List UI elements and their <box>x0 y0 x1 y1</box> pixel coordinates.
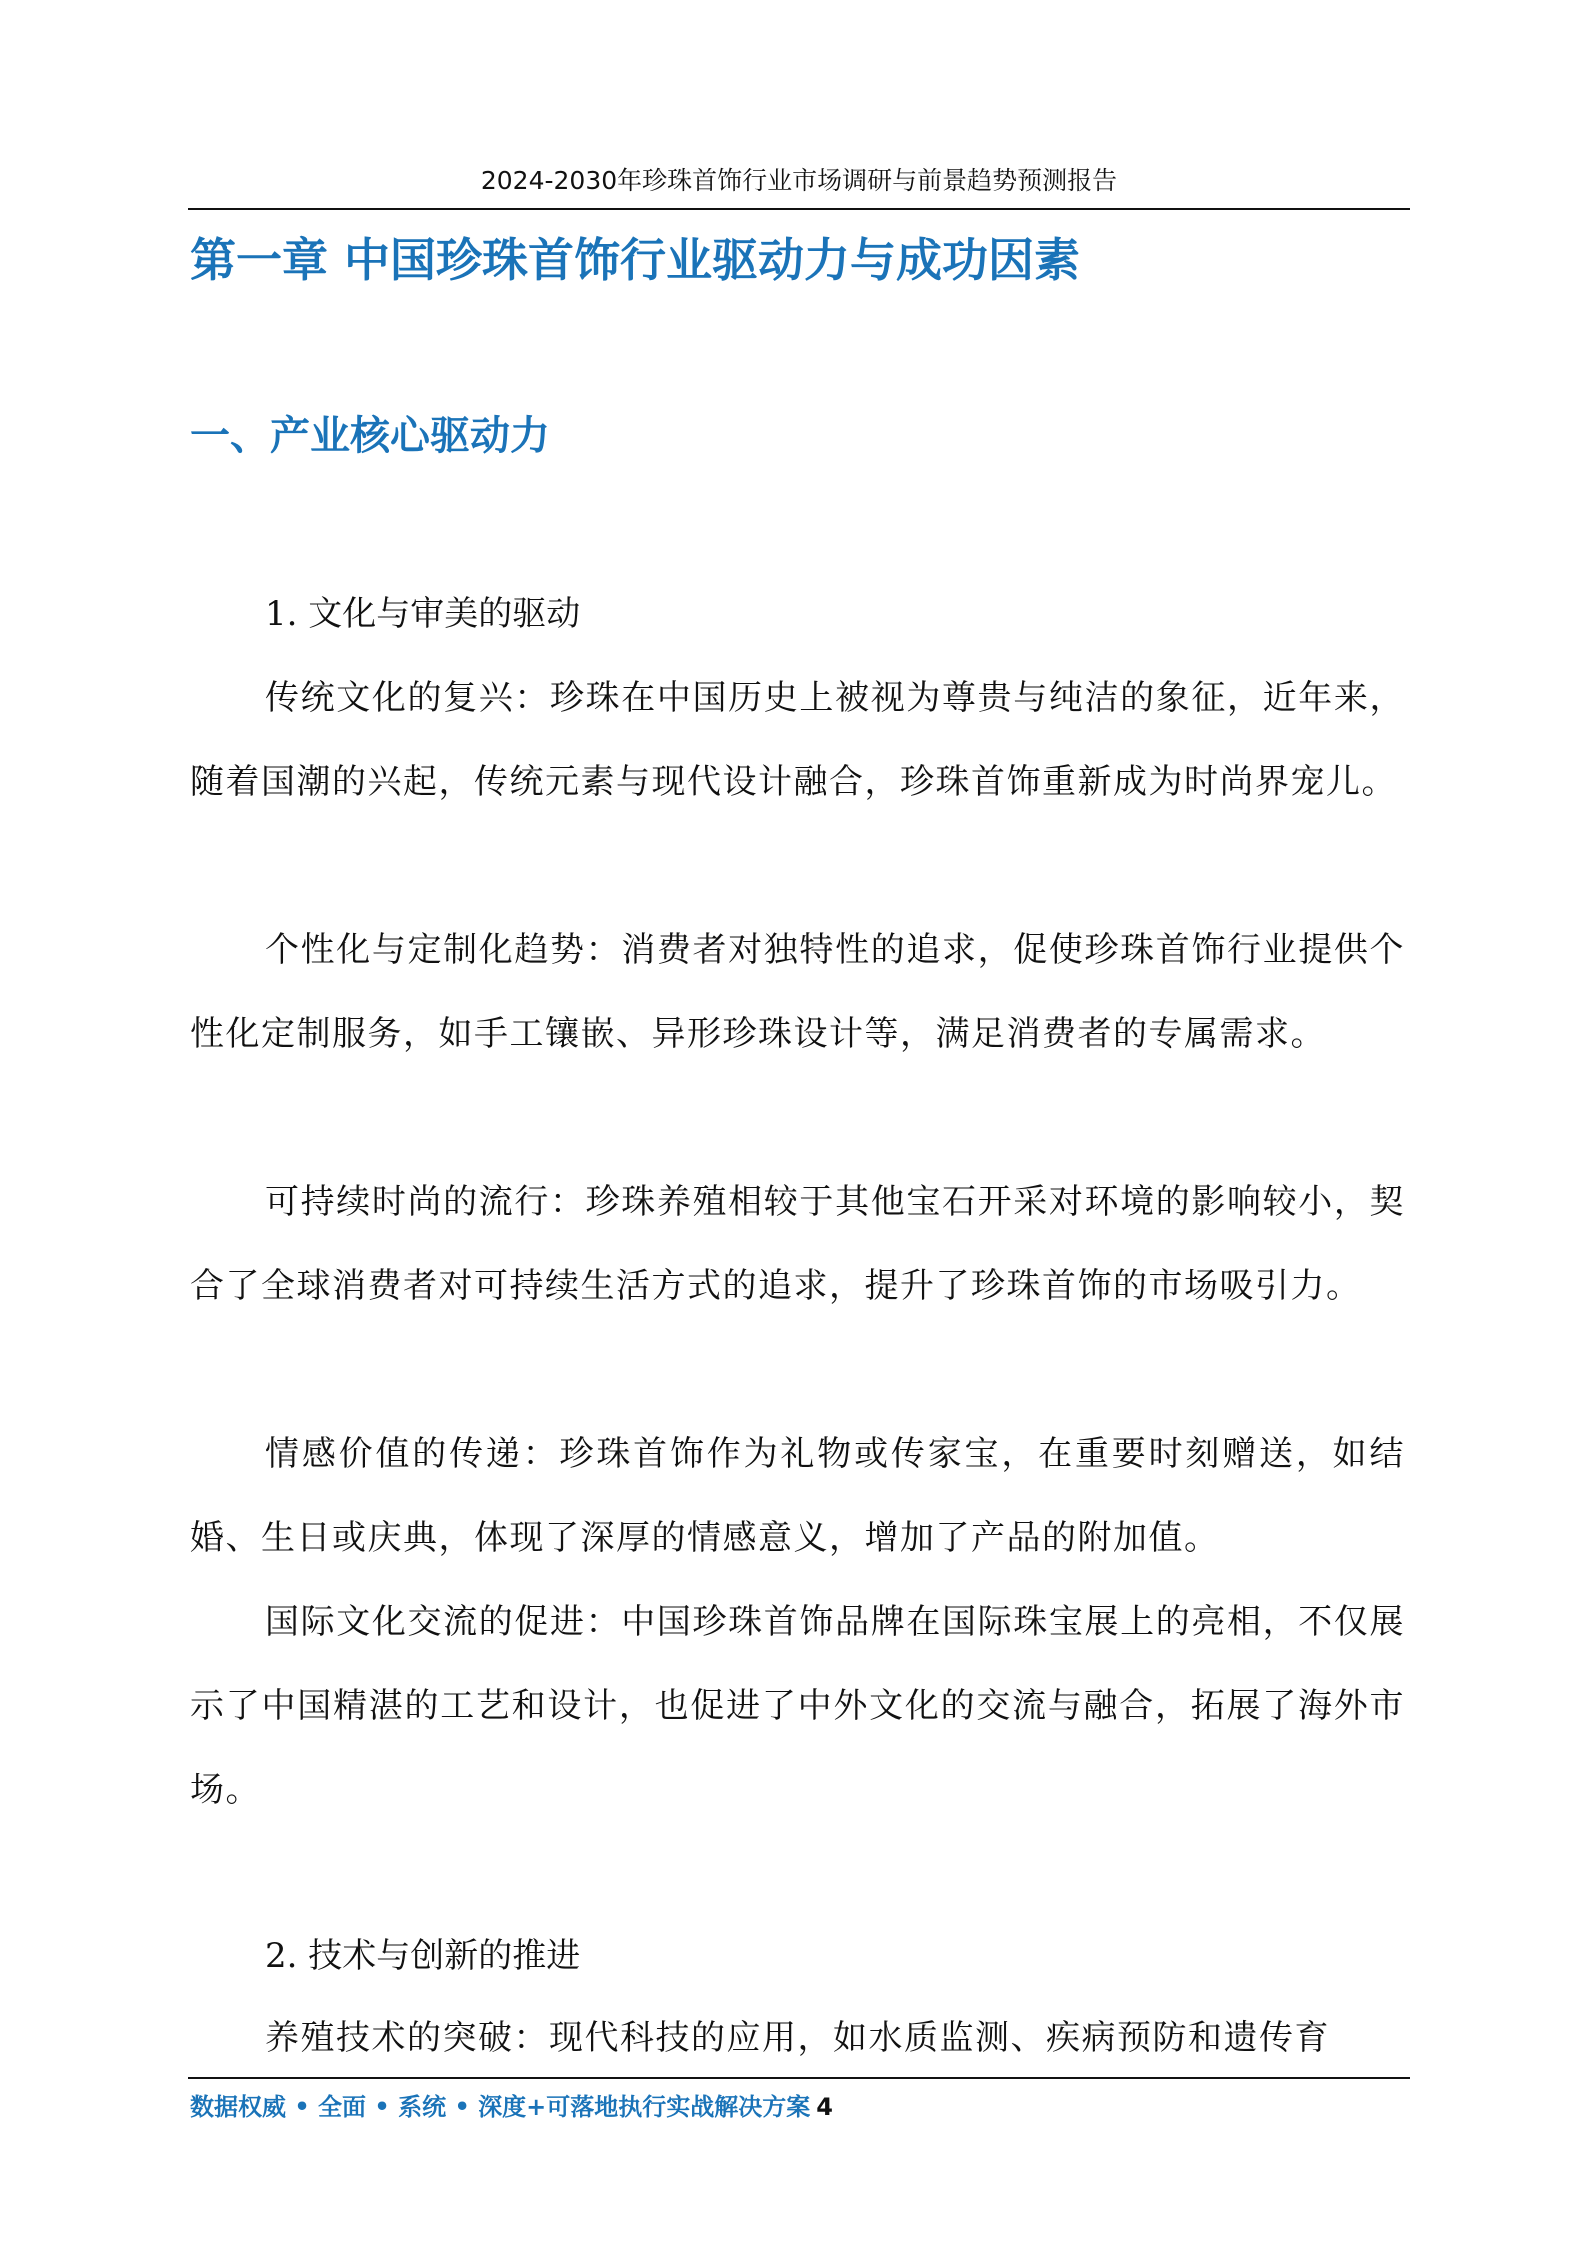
paragraph-personalization: 个性化与定制化趋势：消费者对独特性的追求，促使珍珠首饰行业提供个性化定制服务，如手工镶嵌、异形珍珠设计等，满足消费者的专属需求。 <box>190 930 1405 1054</box>
page-number: 4 <box>816 2093 833 2121</box>
paragraph-breeding-technology: 养殖技术的突破：现代科技的应用，如水质监测、疾病预防和遗传育 <box>265 2018 1330 2058</box>
paragraph-sustainable-fashion: 可持续时尚的流行：珍珠养殖相较于其他宝石开采对环境的影响较小，契合了全球消费者对可持续生活方式的追求，提升了珍珠首饰的市场吸引力。 <box>190 1182 1405 1306</box>
footer-slogan: 数据权威 • 全面 • 系统 • 深度+可落地执行实战解决方案 <box>190 2092 811 2121</box>
footer-rule <box>188 2077 1410 2079</box>
paragraph-international-exchange: 国际文化交流的促进：中国珍珠首饰品牌在国际珠宝展上的亮相，不仅展示了中国精湛的工艺和设计，也促进了中外文化的交流与融合，拓展了海外市场。 <box>190 1602 1405 1810</box>
subsection-heading-2: 2. 技术与创新的推进 <box>265 1936 581 1976</box>
paragraph-traditional-culture: 传统文化的复兴：珍珠在中国历史上被视为尊贵与纯洁的象征，近年来，随着国潮的兴起，传统元素与现代设计融合，珍珠首饰重新成为时尚界宠儿。 <box>190 678 1405 802</box>
subsection-heading-1: 1. 文化与审美的驱动 <box>265 594 581 634</box>
footer <box>190 2090 833 2124</box>
header-rule <box>188 208 1410 210</box>
chapter-title: 第一章 中国珍珠首饰行业驱动力与成功因素 <box>190 233 1081 287</box>
section-title: 一、产业核心驱动力 <box>190 413 550 459</box>
running-header: 2024-2030年珍珠首饰行业市场调研与前景趋势预测报告 <box>480 166 1118 195</box>
paragraph-emotional-value: 情感价值的传递：珍珠首饰作为礼物或传家宝，在重要时刻赠送，如结婚、生日或庆典，体现了深厚的情感意义，增加了产品的附加值。 <box>190 1434 1405 1558</box>
